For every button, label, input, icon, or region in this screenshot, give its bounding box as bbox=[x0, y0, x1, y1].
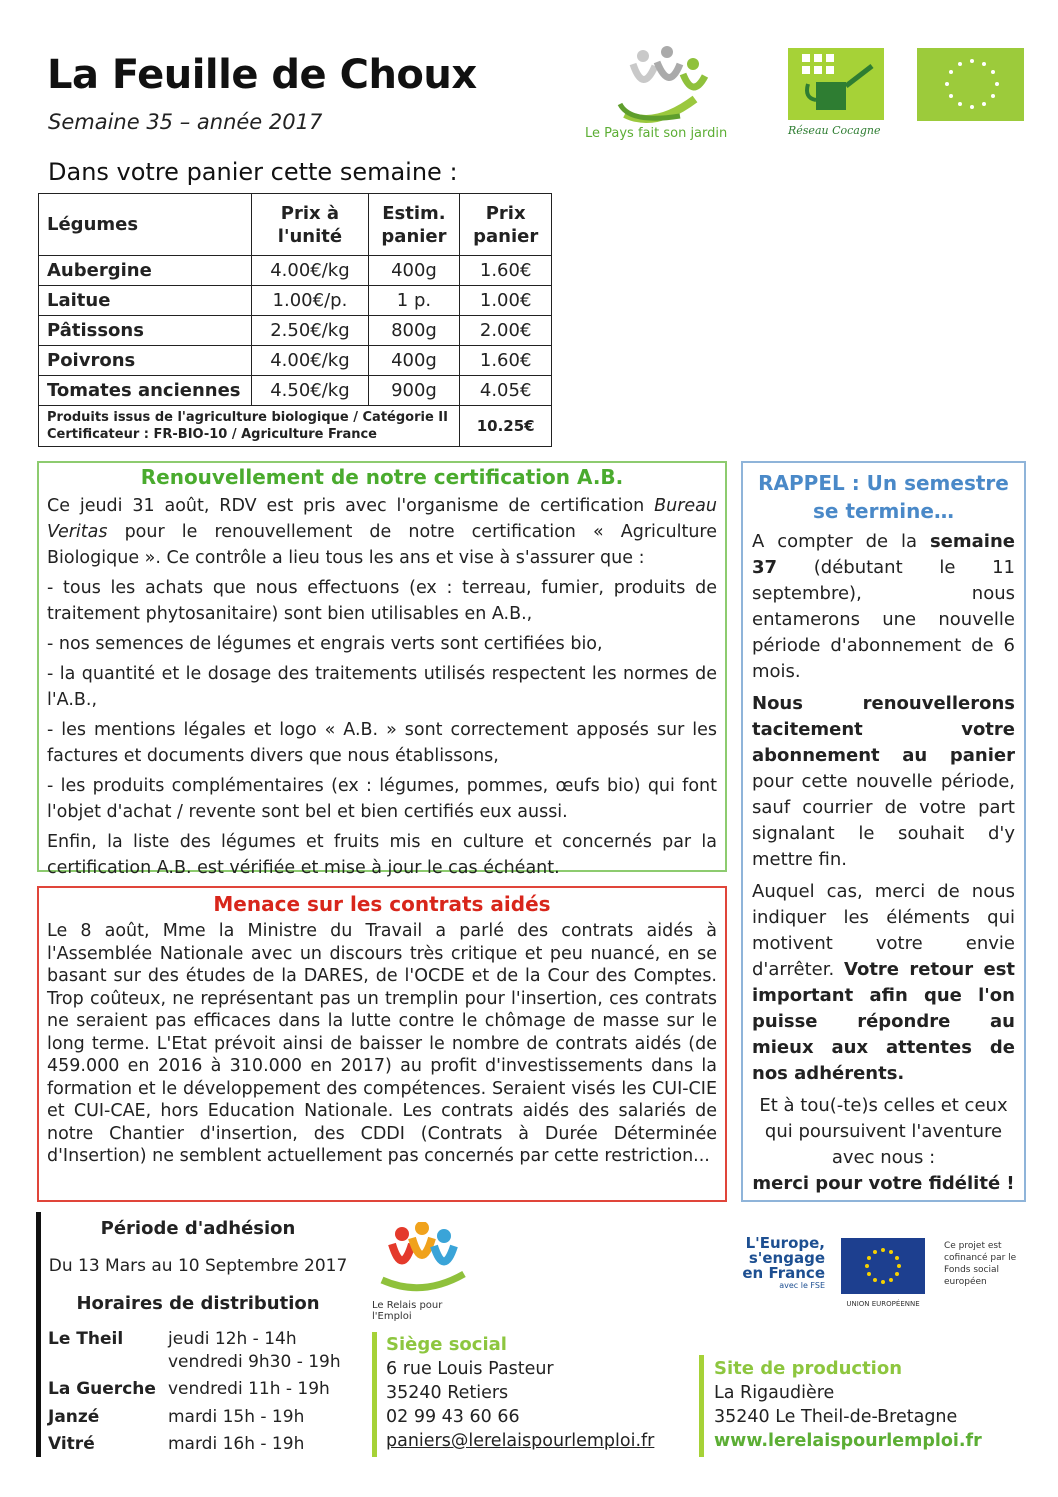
basket-table bbox=[38, 193, 552, 447]
contracts-body: Le 8 août, Mme la Ministre du Travail a parlé des contrats aidés à l'Assemblée Nationale avec un discours très critique et peu nuancé, en se basant sur des études de la DARES, de l'OCDE et de la Cour des Comptes. Trop coûteux, ne représentant pas un tremplin pour l'insertion, ces contrats ne seraient pas efficaces dans la lutte contre le chômage de masse sur le long terme. L'Etat prévoit ainsi de baisser le nombre de contrats aidés (de 459.000 en 2016 à 310.000 en 2017) au profit d'investissements dans la formation et le développement des compétences. Seraient visés les CUI-CIE et CUI-CAE, hors Education Nationale. Les contrats aidés des salariés de notre Chantier d'insertion, des CDDI (Contrats à Durée Déterminée d'Insertion) ne semblent actuellement pas concernés par cette restriction... bbox=[47, 921, 717, 1166]
certification-body bbox=[39, 493, 725, 881]
veg-estimate: 1 p. bbox=[368, 286, 460, 316]
europe-fse-text: avec le FSE bbox=[779, 1281, 825, 1290]
footer-divider-black bbox=[36, 1212, 41, 1457]
certification-conclusion: Enfin, la liste des légumes et fruits mis en culture et concernés par la certification A.B. est vérifiée et mise à jour le cas échéant. bbox=[47, 832, 717, 878]
table-row bbox=[39, 346, 552, 376]
page-title: La Feuille de Choux bbox=[47, 52, 477, 98]
certification-note bbox=[39, 406, 460, 447]
period-title: Période d'adhésion bbox=[100, 1218, 296, 1239]
ue-caption: UNION EUROPÉENNE bbox=[846, 1300, 920, 1308]
production-site-place: La Rigaudière bbox=[714, 1383, 835, 1403]
certification-item: - les mentions légales et logo « A.B. » sont correctement apposés sur les factures et documents divers que nous établissons, bbox=[47, 720, 717, 766]
table-footer-row bbox=[39, 406, 552, 447]
reminder-p3-bold: Votre retour est important afin que l'on puisse répondre au mieux aux attentes de nos adhérents. bbox=[752, 959, 1016, 1084]
period-dates: Du 13 Mars au 10 Septembre 2017 bbox=[48, 1256, 348, 1276]
veg-unit-price: 4.50€/kg bbox=[252, 376, 368, 406]
reminder-p3 bbox=[752, 879, 1015, 1087]
table-row bbox=[39, 316, 552, 346]
table-header-row bbox=[39, 194, 552, 256]
veg-price: 4.05€ bbox=[460, 376, 552, 406]
footer-divider-lime-2 bbox=[699, 1355, 704, 1457]
eu-flag-icon bbox=[841, 1238, 925, 1294]
intro-text-1: Ce jeudi 31 août, RDV est pris avec l'organisme de certification bbox=[47, 496, 655, 516]
col-estim-panier: Estim. panier bbox=[368, 194, 460, 256]
distribution-hours: mardi 16h - 19h bbox=[168, 1434, 305, 1454]
distribution-hours: jeudi 12h - 14h bbox=[168, 1329, 297, 1349]
reminder-p3-a: Auquel cas, merci de nous indiquer les éléments qui motivent votre envie d'arrêter. bbox=[752, 881, 1015, 980]
reminder-thanks: merci pour votre fidélité ! bbox=[752, 1173, 1015, 1194]
reminder-p1 bbox=[752, 529, 1015, 685]
distribution-row bbox=[48, 1352, 341, 1372]
veg-estimate: 800g bbox=[368, 316, 460, 346]
certification-intro bbox=[47, 493, 717, 571]
veg-unit-price: 1.00€/p. bbox=[252, 286, 368, 316]
contracts-box bbox=[37, 886, 727, 1202]
page-subtitle: Semaine 35 – année 2017 bbox=[48, 110, 323, 134]
head-office-block bbox=[386, 1333, 654, 1453]
veg-unit-price: 4.00€/kg bbox=[252, 256, 368, 286]
reminder-p1-a: A compter de la bbox=[752, 531, 930, 552]
reminder-p4 bbox=[752, 1093, 1015, 1197]
head-office-phone: 02 99 43 60 66 bbox=[386, 1407, 520, 1427]
distribution-place: Le Theil bbox=[48, 1329, 124, 1349]
veg-name: Laitue bbox=[39, 286, 252, 316]
certification-title: Renouvellement de notre certification A.B. bbox=[140, 465, 624, 489]
veg-price: 1.60€ bbox=[460, 346, 552, 376]
certification-item: - nos semences de légumes et engrais verts sont certifiées bio, bbox=[47, 634, 603, 654]
contracts-title: Menace sur les contrats aidés bbox=[213, 892, 551, 916]
head-office-city: 35240 Retiers bbox=[386, 1383, 509, 1403]
basket-total: 10.25€ bbox=[460, 406, 552, 447]
reminder-p2-c: pour cette nouvelle période, sauf courrier de votre part signalant le souhait d'y mettre fin. bbox=[752, 771, 1015, 870]
relais-emploi-logo bbox=[372, 1222, 482, 1322]
veg-estimate: 400g bbox=[368, 256, 460, 286]
veg-price: 1.60€ bbox=[460, 256, 552, 286]
hours-title: Horaires de distribution bbox=[76, 1293, 320, 1314]
veg-name: Pâtissons bbox=[39, 316, 252, 346]
col-prix-panier: Prix panier bbox=[460, 194, 552, 256]
cocagne-caption: Réseau Cocagne bbox=[788, 124, 881, 137]
production-site-title: Site de production bbox=[714, 1358, 903, 1379]
head-office-email-link[interactable]: paniers@lerelaispourlemploi.fr bbox=[386, 1431, 655, 1451]
head-office-street: 6 rue Louis Pasteur bbox=[386, 1359, 554, 1379]
certification-item: - les produits complémentaires (ex : légumes, pommes, œufs bio) qui font l'objet d'achat / revente sont bel et bien certifiés eux aussi. bbox=[47, 776, 717, 822]
website-link[interactable]: www.lerelaispourlemploi.fr bbox=[714, 1431, 982, 1451]
head-office-title: Siège social bbox=[386, 1334, 507, 1355]
production-site-city: 35240 Le Theil-de-Bretagne bbox=[714, 1407, 958, 1427]
veg-unit-price: 2.50€/kg bbox=[252, 316, 368, 346]
reminder-p1-c: (débutant le 11 septembre), nous entamerons une nouvelle période d'abonnement de 6 mois. bbox=[752, 557, 1015, 682]
distribution-hours: mardi 15h - 19h bbox=[168, 1407, 305, 1427]
watering-can-icon bbox=[788, 48, 884, 120]
distribution-place: La Guerche bbox=[48, 1379, 156, 1399]
footer-divider-lime-1 bbox=[372, 1332, 377, 1457]
production-site-block bbox=[714, 1357, 982, 1453]
certification-item: - tous les achats que nous effectuons (ex : terreau, fumier, produits de traitement phytosanitaire) sont bien utilisables en A.B., bbox=[47, 578, 717, 624]
veg-estimate: 400g bbox=[368, 346, 460, 376]
europe-engage-text: L'Europe, s'engage en France bbox=[742, 1234, 825, 1282]
europe-engage-logo bbox=[705, 1236, 825, 1306]
reminder-week: semaine 37 bbox=[752, 531, 1015, 578]
people-garden-icon bbox=[585, 44, 750, 124]
veg-price: 2.00€ bbox=[460, 316, 552, 346]
distribution-row bbox=[48, 1434, 304, 1454]
distribution-row bbox=[48, 1379, 330, 1399]
note-line-2: Certificateur : FR-BIO-10 / Agriculture France bbox=[47, 427, 377, 442]
reminder-body bbox=[743, 529, 1024, 1197]
table-row bbox=[39, 286, 552, 316]
reminder-p2 bbox=[752, 691, 1015, 873]
intro-text-2: pour le renouvellement de notre certification « Agriculture Biologique ». Ce contrôle a lieu tous les ans et vise à s'assurer que : bbox=[47, 522, 717, 568]
veg-name: Tomates anciennes bbox=[39, 376, 252, 406]
distribution-row bbox=[48, 1329, 297, 1349]
reminder-p2-bold: Nous renouvellerons tacitement votre abonnement au panier bbox=[752, 693, 1015, 766]
pays-caption: Le Pays fait son jardin bbox=[585, 126, 728, 141]
veg-name: Poivrons bbox=[39, 346, 252, 376]
relais-caption: Le Relais pour l'Emploi bbox=[372, 1300, 443, 1322]
veg-estimate: 900g bbox=[368, 376, 460, 406]
basket-heading: Dans votre panier cette semaine : bbox=[48, 158, 458, 186]
distribution-hours: vendredi 11h - 19h bbox=[168, 1379, 330, 1399]
pays-fait-son-jardin-logo bbox=[585, 44, 750, 144]
veg-price: 1.00€ bbox=[460, 286, 552, 316]
certification-item: - la quantité et le dosage des traitements utilisés respectent les normes de l'A.B., bbox=[47, 664, 717, 710]
eu-flag-logo bbox=[841, 1238, 925, 1308]
certification-box bbox=[37, 461, 727, 878]
people-figures-icon bbox=[372, 1222, 472, 1294]
distribution-row bbox=[48, 1407, 304, 1427]
reminder-title: RAPPEL : Un semestre se termine… bbox=[758, 471, 1009, 523]
eu-organic-logo bbox=[917, 48, 1024, 121]
veg-unit-price: 4.00€/kg bbox=[252, 346, 368, 376]
reseau-cocagne-logo bbox=[788, 48, 884, 144]
col-legumes: Légumes bbox=[39, 194, 252, 256]
table-row bbox=[39, 256, 552, 286]
distribution-place: Janzé bbox=[48, 1407, 100, 1427]
intro-certifier: Bureau Veritas bbox=[47, 496, 717, 542]
distribution-hours: vendredi 9h30 - 19h bbox=[168, 1352, 341, 1372]
note-line-1: Produits issus de l'agriculture biologique / Catégorie II bbox=[47, 410, 448, 425]
fse-note: Ce projet est cofinancé par le Fonds social européen bbox=[944, 1241, 1017, 1287]
table-row bbox=[39, 376, 552, 406]
col-prix-unite: Prix à l'unité bbox=[252, 194, 368, 256]
reminder-box bbox=[741, 461, 1026, 1202]
distribution-place: Vitré bbox=[48, 1434, 95, 1454]
reminder-p4-a: Et à tou(-te)s celles et ceux qui poursuivent l'aventure avec nous : bbox=[759, 1095, 1008, 1168]
eu-organic-leaf-icon bbox=[917, 48, 1024, 121]
veg-name: Aubergine bbox=[39, 256, 252, 286]
